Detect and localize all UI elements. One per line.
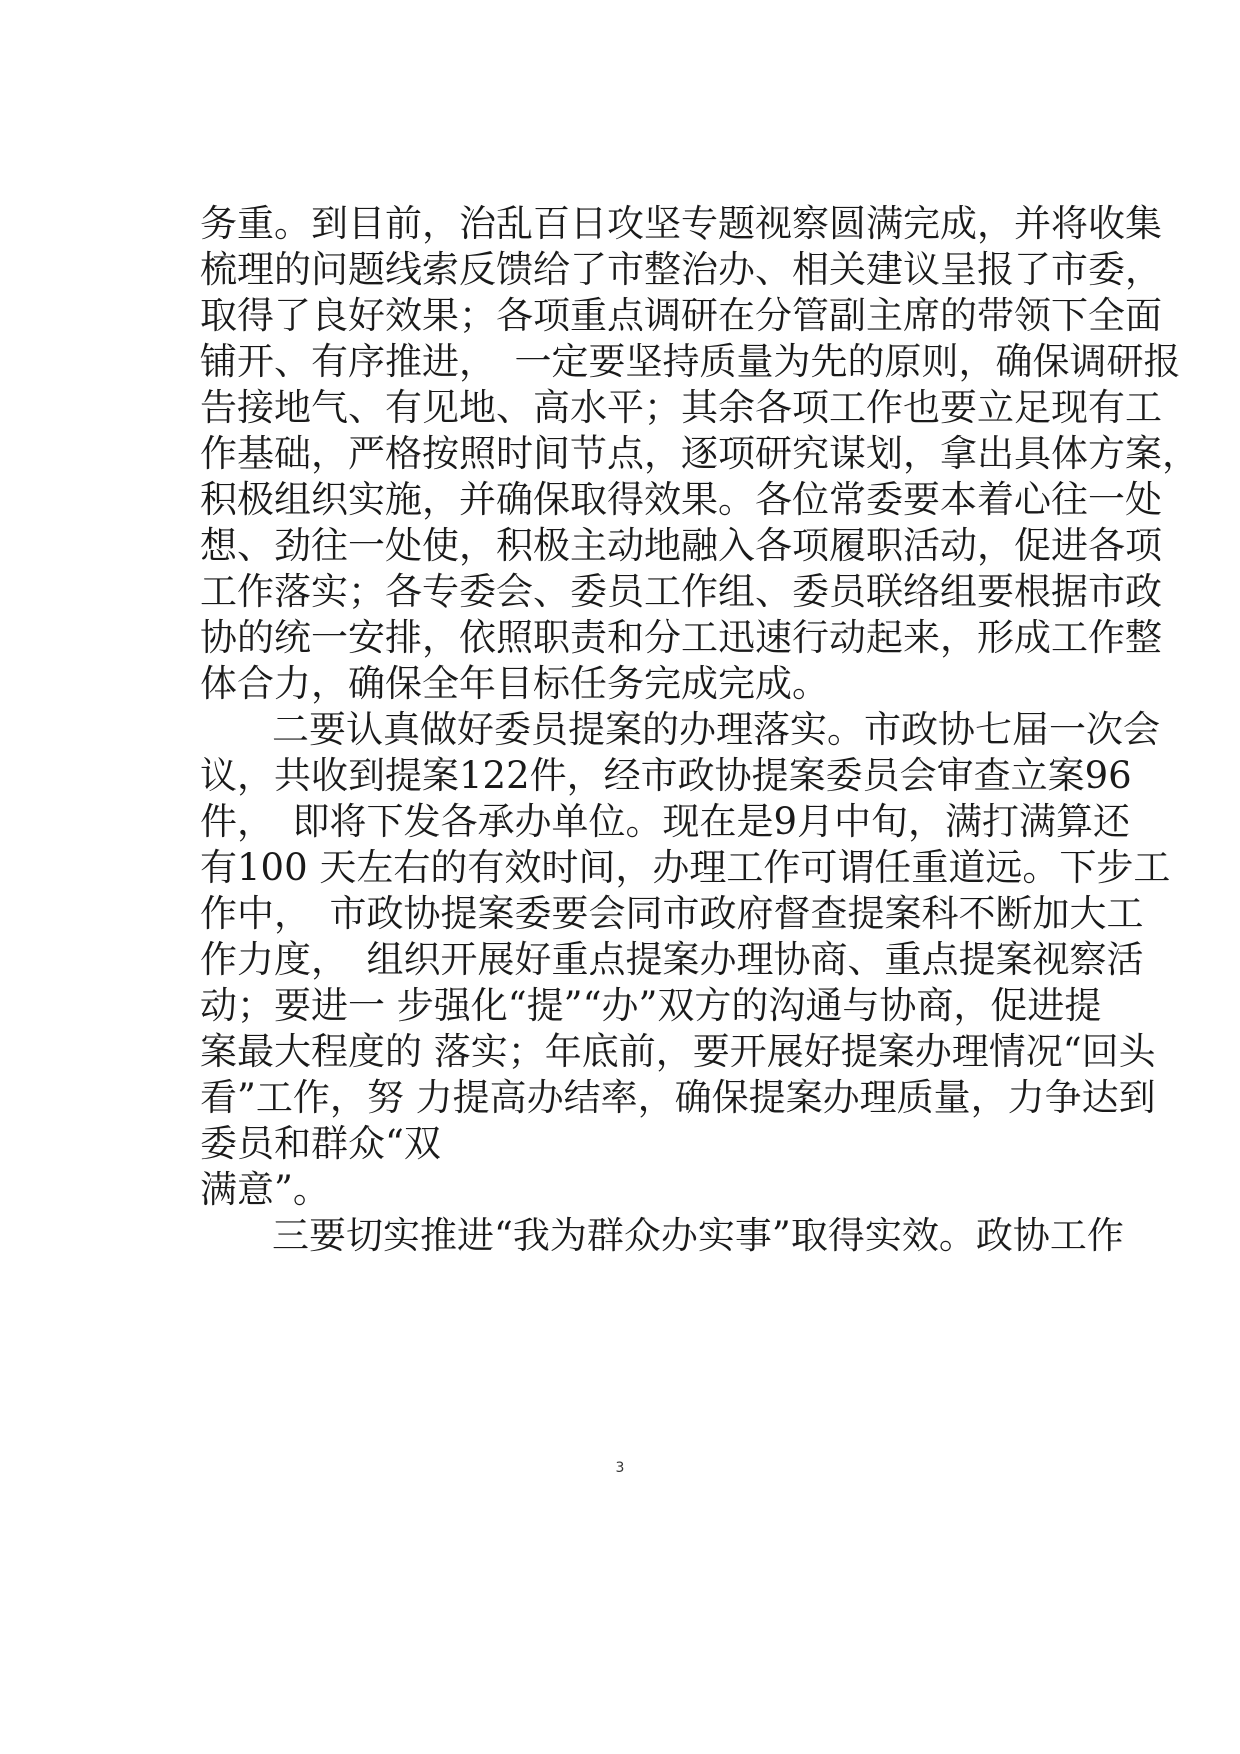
text-line: 告接地气、有见地、高水平；其余各项工作也要立足现有工 <box>200 386 1162 429</box>
text-line: 作中， 市政协提案委要会同市政府督查提案科不断加大工 <box>200 892 1144 935</box>
paragraph <box>200 707 1171 1213</box>
text-line: 梳理的问题线索反馈给了市整治办、相关建议呈报了市委， <box>200 248 1162 291</box>
text-line: 取得了良好效果；各项重点调研在分管副主席的带领下全面 <box>200 294 1162 337</box>
text-line: 务重。到目前，治乱百日攻坚专题视察圆满完成，并将收集 <box>200 202 1162 245</box>
text-line: 满意”。 <box>200 1168 330 1211</box>
text-line: 案最大程度的 落实；年底前，要开展好提案办理情况“回头 <box>200 1030 1156 1073</box>
text-line: 铺开、有序推进， 一定要坚持质量为先的原则，确保调研报 <box>200 340 1181 383</box>
text-line: 二要认真做好委员提案的办理落实。市政协七届一次会 <box>272 708 1160 751</box>
text-line: 积极组织实施，并确保取得效果。各位常委要本着心往一处 <box>200 478 1162 521</box>
text-line: 动；要进一 步强化“提”“办”双方的沟通与协商，促进提 <box>200 984 1102 1027</box>
text-line: 想、劲往一处使，积极主动地融入各项履职活动，促进各项 <box>200 524 1162 567</box>
text-line: 作基础，严格按照时间节点，逐项研究谋划，拿出具体方案， <box>200 432 1199 475</box>
text-line: 工作落实；各专委会、委员工作组、委员联络组要根据市政 <box>200 570 1162 613</box>
text-line: 件， 即将下发各承办单位。现在是9月中旬，满打满算还 <box>200 800 1131 843</box>
page-number: 3 <box>615 1460 625 1476</box>
text-line: 三要切实推进“我为群众办实事”取得实效。政协工作 <box>272 1214 1124 1257</box>
text-line: 看”工作，努 力提高办结率，确保提案办理质量，力争达到 <box>200 1076 1156 1119</box>
body-text <box>200 201 1199 1259</box>
text-line: 委员和群众“双 <box>200 1122 441 1165</box>
text-line: 协的统一安排，依照职责和分工迅速行动起来，形成工作整 <box>200 616 1162 659</box>
text-line: 有100 天左右的有效时间，办理工作可谓任重道远。下步工 <box>200 846 1171 889</box>
paragraph <box>200 201 1199 707</box>
text-line: 体合力，确保全年目标任务完成完成。 <box>200 662 829 705</box>
text-line: 议，共收到提案122件，经市政协提案委员会审查立案96 <box>200 754 1132 797</box>
paragraph <box>200 1213 1124 1259</box>
text-line: 作力度， 组织开展好重点提案办理协商、重点提案视察活 <box>200 938 1144 981</box>
